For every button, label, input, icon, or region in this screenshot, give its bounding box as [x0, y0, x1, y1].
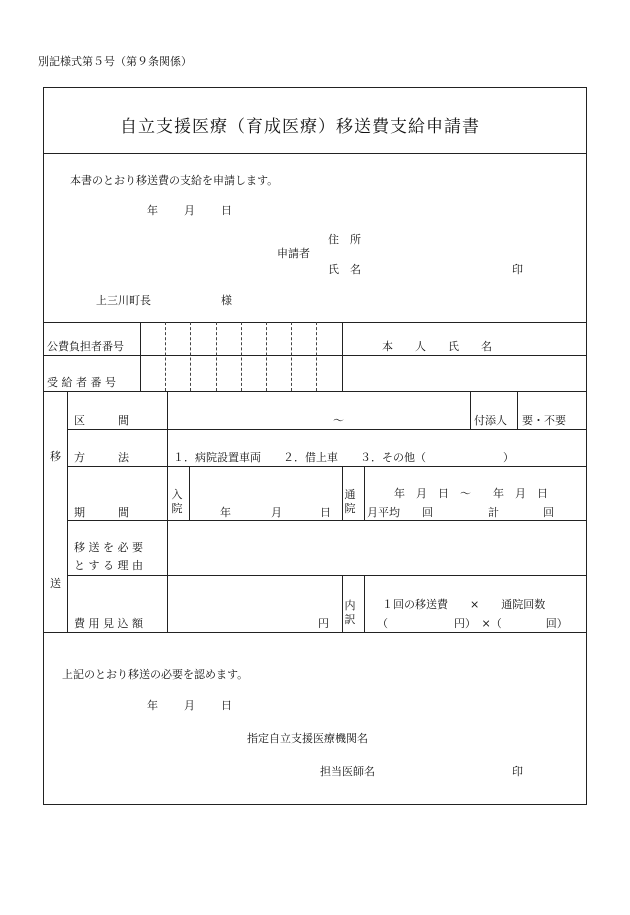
doctor-label: 担当医師名 [320, 765, 375, 778]
outpatient-divider-right [364, 466, 365, 520]
digit-divider [266, 322, 267, 391]
outpatient-divider-left [342, 466, 343, 520]
form-frame [43, 87, 587, 805]
transfer-bottom-line [43, 632, 587, 633]
attendant-divider-left [470, 391, 471, 429]
approval-date-month[interactable]: 月 [184, 699, 195, 712]
method-options[interactable]: １．病院設置車両 ２．借上車 ３．その他（ ） [173, 451, 514, 464]
number-label-divider [140, 322, 141, 391]
approval-sentence: 上記のとおり移送の必要を認めます。 [62, 668, 249, 681]
date-year[interactable]: 年 [147, 204, 158, 217]
date-month[interactable]: 月 [184, 204, 195, 217]
applicant-address-label: 住 所 [328, 233, 361, 246]
number-name-divider [342, 322, 343, 391]
cost-yen[interactable]: 円 [318, 617, 329, 630]
request-sentence: 本書のとおり移送費の支給を申請します。 [70, 174, 279, 187]
method-label: 方 法 [74, 451, 129, 464]
approval-date-year[interactable]: 年 [147, 699, 158, 712]
table-row-line-2 [43, 391, 587, 392]
addressee: 上三川町長 [96, 294, 151, 307]
digit-divider [216, 322, 217, 391]
monthly-average[interactable]: 月平均 回 計 回 [367, 506, 554, 519]
applicant-seal: 印 [512, 263, 523, 276]
digit-divider [291, 322, 292, 391]
digit-divider [190, 322, 191, 391]
date-day[interactable]: 日 [221, 204, 232, 217]
breakdown-divider-left [342, 575, 343, 632]
attendant-divider-right [517, 391, 518, 429]
breakdown-line1: １回の移送費 × 通院回数 [382, 598, 546, 611]
attendant-value[interactable]: 要・不要 [522, 414, 566, 427]
period-label: 期 間 [74, 506, 129, 519]
applicant-name-label: 氏 名 [328, 263, 361, 276]
form-number-label: 別記様式第５号（第９条関係） [38, 55, 192, 68]
transfer-row-line-2 [67, 466, 587, 467]
doctor-seal: 印 [512, 765, 523, 778]
admission-day[interactable]: 日 [320, 506, 331, 519]
digit-divider [316, 322, 317, 391]
admission-month[interactable]: 月 [271, 506, 282, 519]
cost-label: 費 用 見 込 額 [74, 617, 143, 630]
breakdown-line2[interactable]: （ 円） ×（ 回） [377, 617, 568, 630]
transfer-label-divider [167, 391, 168, 632]
table-top-line [43, 322, 587, 323]
digit-divider [165, 322, 166, 391]
attendant-label: 付添人 [474, 414, 507, 427]
period-range[interactable]: 年 月 日 ～ 年 月 日 [394, 487, 548, 500]
breakdown-divider-right [364, 575, 365, 632]
admission-divider [189, 466, 190, 520]
transfer-row-line-1 [67, 429, 587, 430]
transfer-row-line-4 [67, 575, 587, 576]
section-tilde[interactable]: ～ [333, 414, 344, 427]
person-name-label: 本 人 氏 名 [382, 340, 492, 353]
reason-label-line2: と す る 理 由 [74, 559, 143, 572]
digit-divider [241, 322, 242, 391]
institution-label: 指定自立支援医療機関名 [247, 732, 368, 745]
transfer-side-bottom: 送 [50, 577, 61, 590]
recipient-number-label: 受 給 者 番 号 [47, 376, 116, 389]
admission-label: 入院 [171, 488, 183, 515]
public-payer-label: 公費負担者番号 [47, 340, 124, 353]
honorific: 様 [221, 294, 232, 307]
transfer-row-line-3 [67, 520, 587, 521]
section-label: 区 間 [74, 414, 129, 427]
breakdown-label: 内訳 [344, 599, 356, 626]
approval-date-day[interactable]: 日 [221, 699, 232, 712]
transfer-side-top: 移 [50, 450, 61, 463]
table-row-line-1 [43, 355, 587, 356]
reason-label-line1: 移 送 を 必 要 [74, 541, 143, 554]
form-title: 自立支援医療（育成医療）移送費支給申請書 [120, 117, 480, 137]
title-divider [43, 153, 587, 154]
transfer-side-divider [67, 391, 68, 632]
admission-year[interactable]: 年 [220, 506, 231, 519]
applicant-label: 申請者 [277, 247, 310, 260]
outpatient-label: 通院 [344, 488, 356, 515]
